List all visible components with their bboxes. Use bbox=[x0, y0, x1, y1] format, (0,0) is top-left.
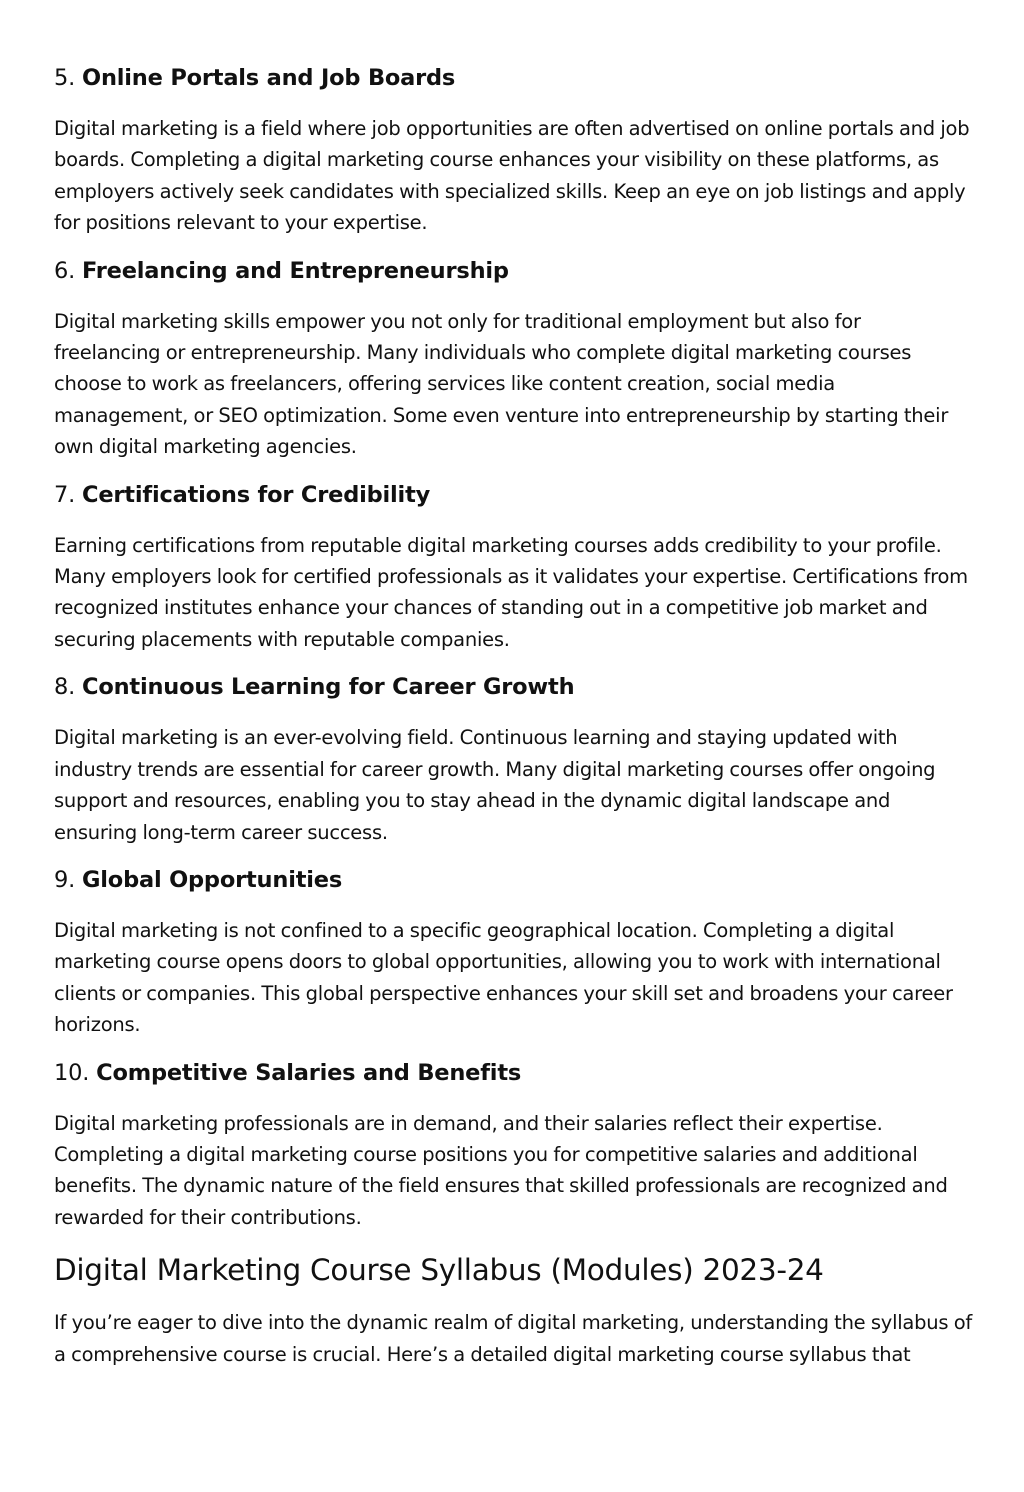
syllabus-heading: Digital Marketing Course Syllabus (Modules) 2023-24 bbox=[54, 1253, 824, 1288]
section-title: Global Opportunities bbox=[82, 866, 343, 893]
section-number: 5. bbox=[54, 65, 76, 91]
section-title: Freelancing and Entrepreneurship bbox=[82, 257, 509, 284]
section-title: Continuous Learning for Career Growth bbox=[82, 674, 575, 701]
section-paragraph: Digital marketing is a field where job opportunities are often advertised on online portals and job boards. Completing a digital marketing course enhances your visibility on these platforms, as employers actively seek candidates with specialized skills. Keep an eye on job listings and apply for positions relevant to your expertise. bbox=[54, 117, 970, 235]
section-number: 9. bbox=[54, 866, 76, 893]
section-paragraph: Digital marketing skills empower you not only for traditional employment but also for freelancing or entrepreneurship. Many individuals who complete digital marketing courses choose to work as freelancers, offering services like content creation, social media management, or SEO optimization. Some even venture into entrepreneurship by starting their own digital marketing agencies. bbox=[54, 309, 949, 459]
section-heading bbox=[54, 671, 972, 703]
section-global-opportunities bbox=[54, 864, 972, 1041]
section-title: Competitive Salaries and Benefits bbox=[96, 1059, 522, 1086]
syllabus-intro: If you’re eager to dive into the dynamic realm of digital marketing, understanding the syllabus of a comprehensive course is crucial. Here’s a detailed digital marketing course syllabus that bbox=[54, 1311, 973, 1366]
section-heading bbox=[54, 479, 972, 511]
section-title: Online Portals and Job Boards bbox=[82, 65, 456, 91]
section-competitive-salaries bbox=[54, 1057, 972, 1234]
section-heading bbox=[54, 864, 972, 896]
section-continuous-learning bbox=[54, 671, 972, 848]
section-paragraph: Earning certifications from reputable digital marketing courses adds credibility to your profile. Many employers look for certified professionals as it validates your expertise. Certifications from recognized institutes enhance your chances of standing out in a competitive job market and securing placements with reputable companies. bbox=[54, 533, 968, 651]
section-heading bbox=[54, 255, 972, 287]
section-online-portals bbox=[54, 62, 972, 239]
section-number: 8. bbox=[54, 674, 76, 701]
section-number: 7. bbox=[54, 481, 76, 508]
section-paragraph: Digital marketing is an ever-evolving field. Continuous learning and staying updated with industry trends are essential for career growth. Many digital marketing courses offer ongoing support and resources, enabling you to stay ahead in the dynamic digital landscape and ensuring long-term career success. bbox=[54, 726, 936, 844]
section-paragraph: Digital marketing professionals are in demand, and their salaries reflect their expertise. Completing a digital marketing course positions you for competitive salaries and additional benefits. The dynamic nature of the field ensures that skilled professionals are recognized and rewarded for their contributions. bbox=[54, 1111, 948, 1229]
section-freelancing bbox=[54, 255, 972, 463]
section-number: 6. bbox=[54, 257, 76, 284]
section-number: 10. bbox=[54, 1059, 90, 1086]
section-heading bbox=[54, 1057, 972, 1089]
section-paragraph: Digital marketing is not confined to a specific geographical location. Completing a digital marketing course opens doors to global opportunities, allowing you to work with international clients or companies. This global perspective enhances your skill set and broadens your career horizons. bbox=[54, 918, 953, 1037]
section-certifications bbox=[54, 479, 972, 656]
section-title: Certifications for Credibility bbox=[82, 481, 431, 508]
section-heading bbox=[54, 62, 972, 94]
